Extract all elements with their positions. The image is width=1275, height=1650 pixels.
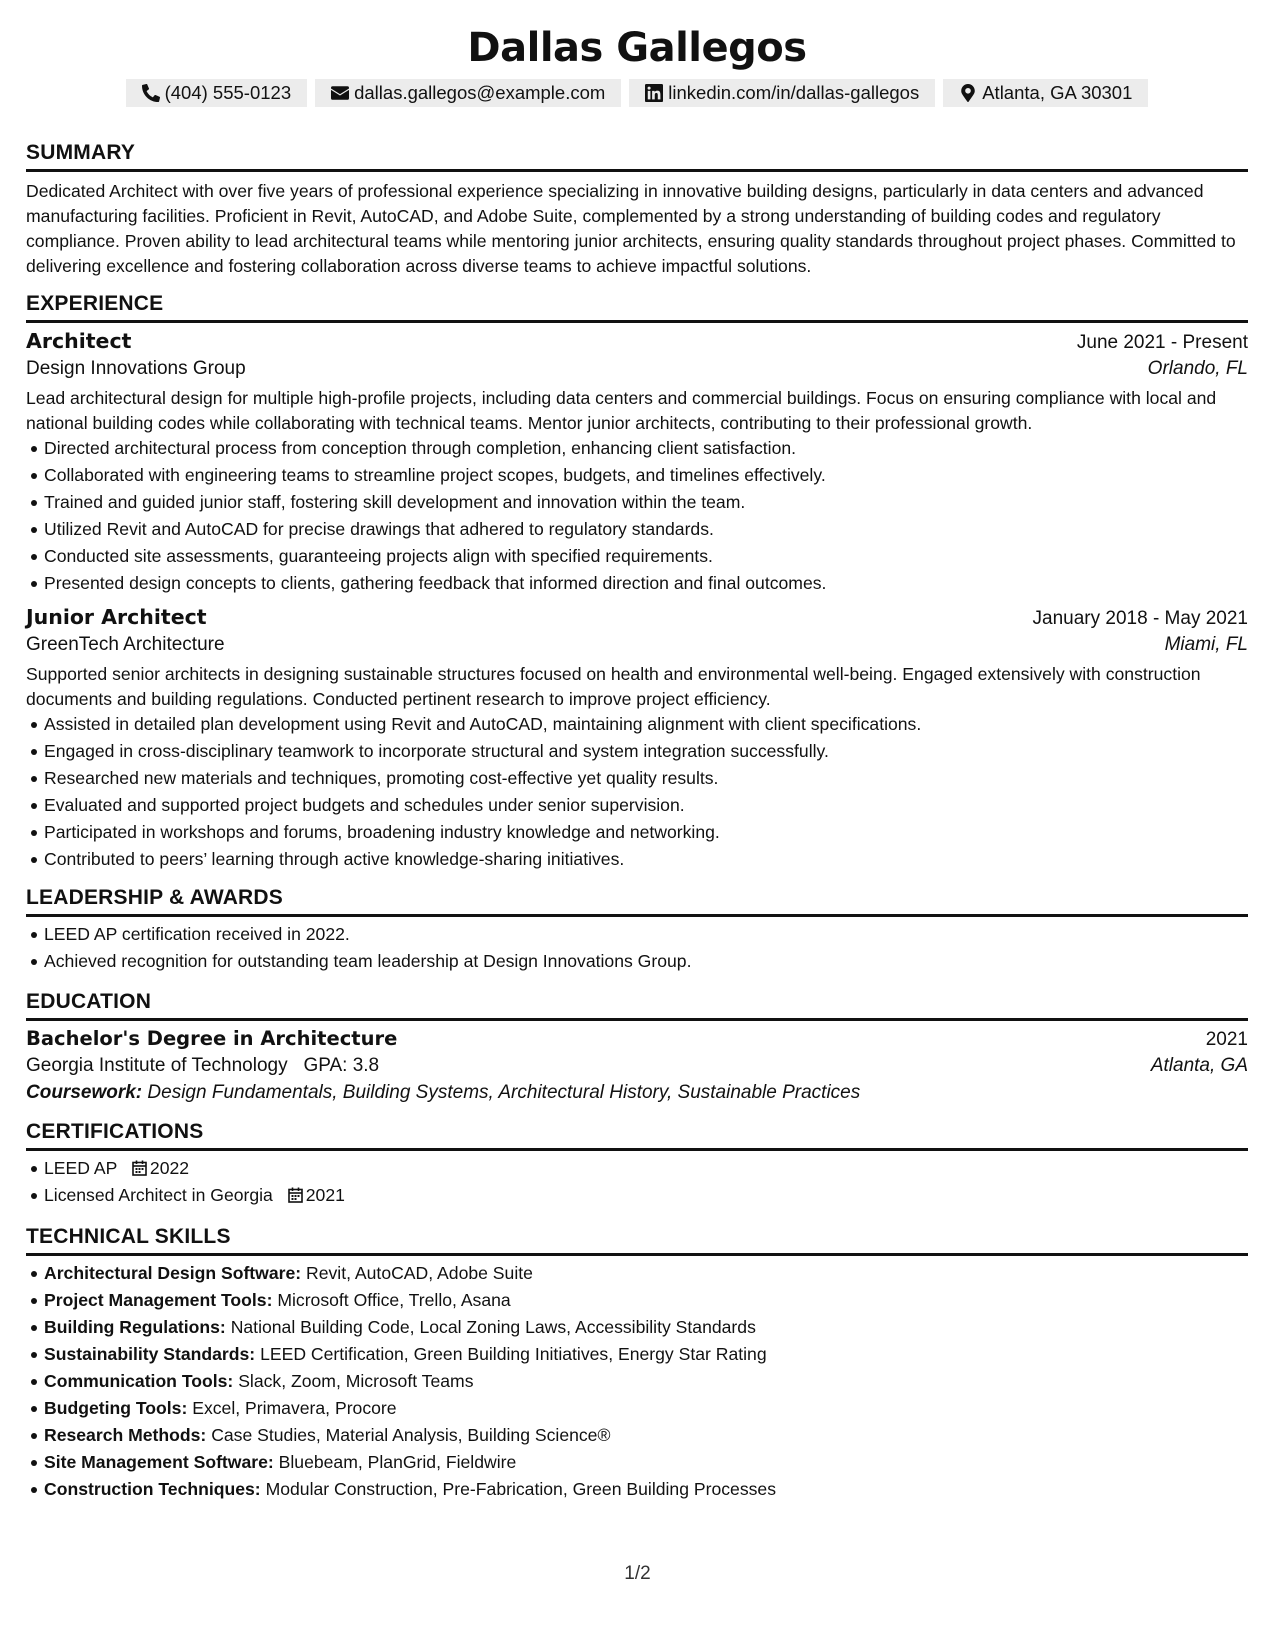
skill-value: Bluebeam, PlanGrid, Fieldwire <box>278 1452 517 1472</box>
contact-location <box>943 79 1148 107</box>
job-title: Junior Architect <box>26 605 207 629</box>
list-item: Assisted in detailed plan development using Revit and AutoCAD, maintaining alignment with client specifications. <box>44 711 1248 738</box>
skill-value: LEED Certification, Green Building Initiatives, Energy Star Rating <box>260 1344 767 1364</box>
list-item <box>44 1368 1248 1395</box>
list-item: Utilized Revit and AutoCAD for precise drawings that adhered to regulatory standards. <box>44 516 1248 543</box>
school-name: Georgia Institute of Technology <box>26 1055 288 1076</box>
skill-label: Sustainability Standards: <box>44 1344 256 1364</box>
skills-list <box>26 1260 1248 1503</box>
gpa: GPA: 3.8 <box>303 1055 380 1076</box>
list-item <box>44 1395 1248 1422</box>
skill-value: Excel, Primavera, Procore <box>192 1398 397 1418</box>
skill-label: Site Management Software: <box>44 1452 274 1472</box>
skill-value: Modular Construction, Pre-Fabrication, Green Building Processes <box>265 1479 777 1499</box>
skill-label: Construction Techniques: <box>44 1479 261 1499</box>
list-item: Directed architectural process from conception through completion, enhancing client satisfaction. <box>44 435 1248 462</box>
skill-value: Revit, AutoCAD, Adobe Suite <box>306 1263 533 1283</box>
skill-label: Research Methods: <box>44 1425 207 1445</box>
job-description: Lead architectural design for multiple high-profile projects, including data centers and commercial buildings. Focus on ensuring compliance with local and national building codes while collaborating with technical teams. Mentor junior architects, contributing to their professional growth. <box>26 388 1217 433</box>
list-item: Evaluated and supported project budgets and schedules under senior supervision. <box>44 792 1248 819</box>
list-item: Conducted site assessments, guaranteeing projects align with specified requirements. <box>44 543 1248 570</box>
section-title: EDUCATION <box>26 990 1248 1021</box>
page-number: 1/2 <box>624 1563 651 1584</box>
coursework-label: Coursework: <box>26 1082 143 1103</box>
list-item: LEED AP certification received in 2022. <box>44 921 1248 948</box>
job-entry <box>26 605 1248 873</box>
cert-name: Licensed Architect in Georgia <box>44 1185 273 1205</box>
list-item <box>44 1476 1248 1503</box>
calendar-icon <box>132 1160 147 1176</box>
skill-label: Communication Tools: <box>44 1371 234 1391</box>
contact-row <box>26 79 1248 107</box>
job-description: Supported senior architects in designing sustainable structures focused on health and environmental well-being. Engaged extensively with construction documents and building regulations. Conducted pertinent research to improve project efficiency. <box>26 664 1201 709</box>
degree: Bachelor's Degree in Architecture <box>26 1027 398 1050</box>
list-item <box>44 1287 1248 1314</box>
job-location: Miami, FL <box>1164 634 1248 655</box>
summary-section <box>26 141 1248 279</box>
list-item <box>44 1182 1248 1209</box>
school-line <box>26 1055 379 1077</box>
map-marker-icon <box>959 84 977 102</box>
skill-label: Project Management Tools: <box>44 1290 273 1310</box>
list-item: Collaborated with engineering teams to streamline project scopes, budgets, and timelines effectively. <box>44 462 1248 489</box>
linkedin-text: linkedin.com/in/dallas-gallegos <box>668 82 920 103</box>
section-title: CERTIFICATIONS <box>26 1120 1248 1151</box>
certifications-list <box>26 1155 1248 1209</box>
contact-linkedin[interactable] <box>629 79 935 107</box>
job-header <box>26 329 1248 354</box>
list-item <box>44 1341 1248 1368</box>
job-bullets <box>26 711 1248 873</box>
job-bullets <box>26 435 1248 597</box>
contact-email[interactable] <box>315 79 621 107</box>
envelope-icon <box>331 84 349 102</box>
list-item <box>44 1314 1248 1341</box>
section-title: LEADERSHIP & AWARDS <box>26 886 1248 917</box>
leadership-section <box>26 886 1248 975</box>
list-item <box>44 1260 1248 1287</box>
email-text: dallas.gallegos@example.com <box>354 82 606 103</box>
experience-section <box>26 292 1248 873</box>
graduation-year: 2021 <box>1205 1029 1248 1050</box>
resume-name: Dallas Gallegos <box>467 25 807 71</box>
coursework-line <box>26 1082 1248 1104</box>
list-item: Participated in workshops and forums, broadening industry knowledge and networking. <box>44 819 1248 846</box>
job-entry <box>26 329 1248 597</box>
section-title: SUMMARY <box>26 141 1248 172</box>
phone-text: (404) 555-0123 <box>164 82 292 103</box>
skill-value: Case Studies, Material Analysis, Building Science® <box>211 1425 611 1445</box>
job-company: Design Innovations Group <box>26 358 246 379</box>
skill-label: Architectural Design Software: <box>44 1263 302 1283</box>
cert-year: 2021 <box>305 1185 345 1205</box>
list-item: Presented design concepts to clients, gathering feedback that informed direction and final outcomes. <box>44 570 1248 597</box>
education-header <box>26 1027 1248 1051</box>
list-item <box>44 1155 1248 1182</box>
section-title: EXPERIENCE <box>26 292 1248 323</box>
skills-section <box>26 1225 1248 1503</box>
list-item: Achieved recognition for outstanding team leadership at Design Innovations Group. <box>44 948 1248 975</box>
linkedin-icon <box>645 84 663 102</box>
calendar-icon <box>288 1187 303 1203</box>
skill-label: Building Regulations: <box>44 1317 226 1337</box>
skill-value: Microsoft Office, Trello, Asana <box>277 1290 511 1310</box>
cert-year: 2022 <box>149 1158 190 1178</box>
cert-name: LEED AP <box>44 1158 118 1178</box>
education-section <box>26 990 1248 1104</box>
skill-value: National Building Code, Local Zoning Laws, Accessibility Standards <box>230 1317 756 1337</box>
phone-icon <box>142 84 160 102</box>
leadership-list <box>26 921 1248 975</box>
section-title: TECHNICAL SKILLS <box>26 1225 1248 1256</box>
education-subheader <box>26 1055 1248 1077</box>
job-dates: January 2018 - May 2021 <box>1032 608 1248 629</box>
skill-label: Budgeting Tools: <box>44 1398 188 1418</box>
contact-phone[interactable] <box>126 79 308 107</box>
location-text: Atlanta, GA 30301 <box>982 82 1133 103</box>
job-subheader <box>26 634 1248 656</box>
job-title: Architect <box>26 329 132 353</box>
certifications-section <box>26 1120 1248 1209</box>
list-item <box>44 1449 1248 1476</box>
list-item: Trained and guided junior staff, fostering skill development and innovation within the team. <box>44 489 1248 516</box>
job-subheader <box>26 358 1248 380</box>
list-item: Engaged in cross-disciplinary teamwork to incorporate structural and system integration successfully. <box>44 738 1248 765</box>
job-dates: June 2021 - Present <box>1076 332 1248 353</box>
resume-page <box>26 0 1248 1503</box>
school-location: Atlanta, GA <box>1150 1055 1248 1076</box>
job-header <box>26 605 1248 630</box>
coursework-text: Design Fundamentals, Building Systems, Architectural History, Sustainable Practices <box>147 1082 861 1103</box>
job-company: GreenTech Architecture <box>26 634 225 655</box>
list-item: Contributed to peers’ learning through active knowledge-sharing initiatives. <box>44 846 1248 873</box>
job-location: Orlando, FL <box>1147 358 1248 379</box>
list-item <box>44 1422 1248 1449</box>
summary-text: Dedicated Architect with over five years of professional experience specializing in innovative building designs, particularly in data centers and advanced manufacturing facilities. Proficient in Revit, AutoCAD, and Adobe Suite, complemented by a strong understanding of building codes and regulatory compliance. Proven ability to lead architectural teams while mentoring junior architects, ensuring quality standards throughout project phases. Committed to delivering excellence and fostering collaboration across diverse teams to achieve impactful solutions. <box>26 181 1236 276</box>
skill-value: Slack, Zoom, Microsoft Teams <box>238 1371 474 1391</box>
list-item: Researched new materials and techniques, promoting cost-effective yet quality results. <box>44 765 1248 792</box>
